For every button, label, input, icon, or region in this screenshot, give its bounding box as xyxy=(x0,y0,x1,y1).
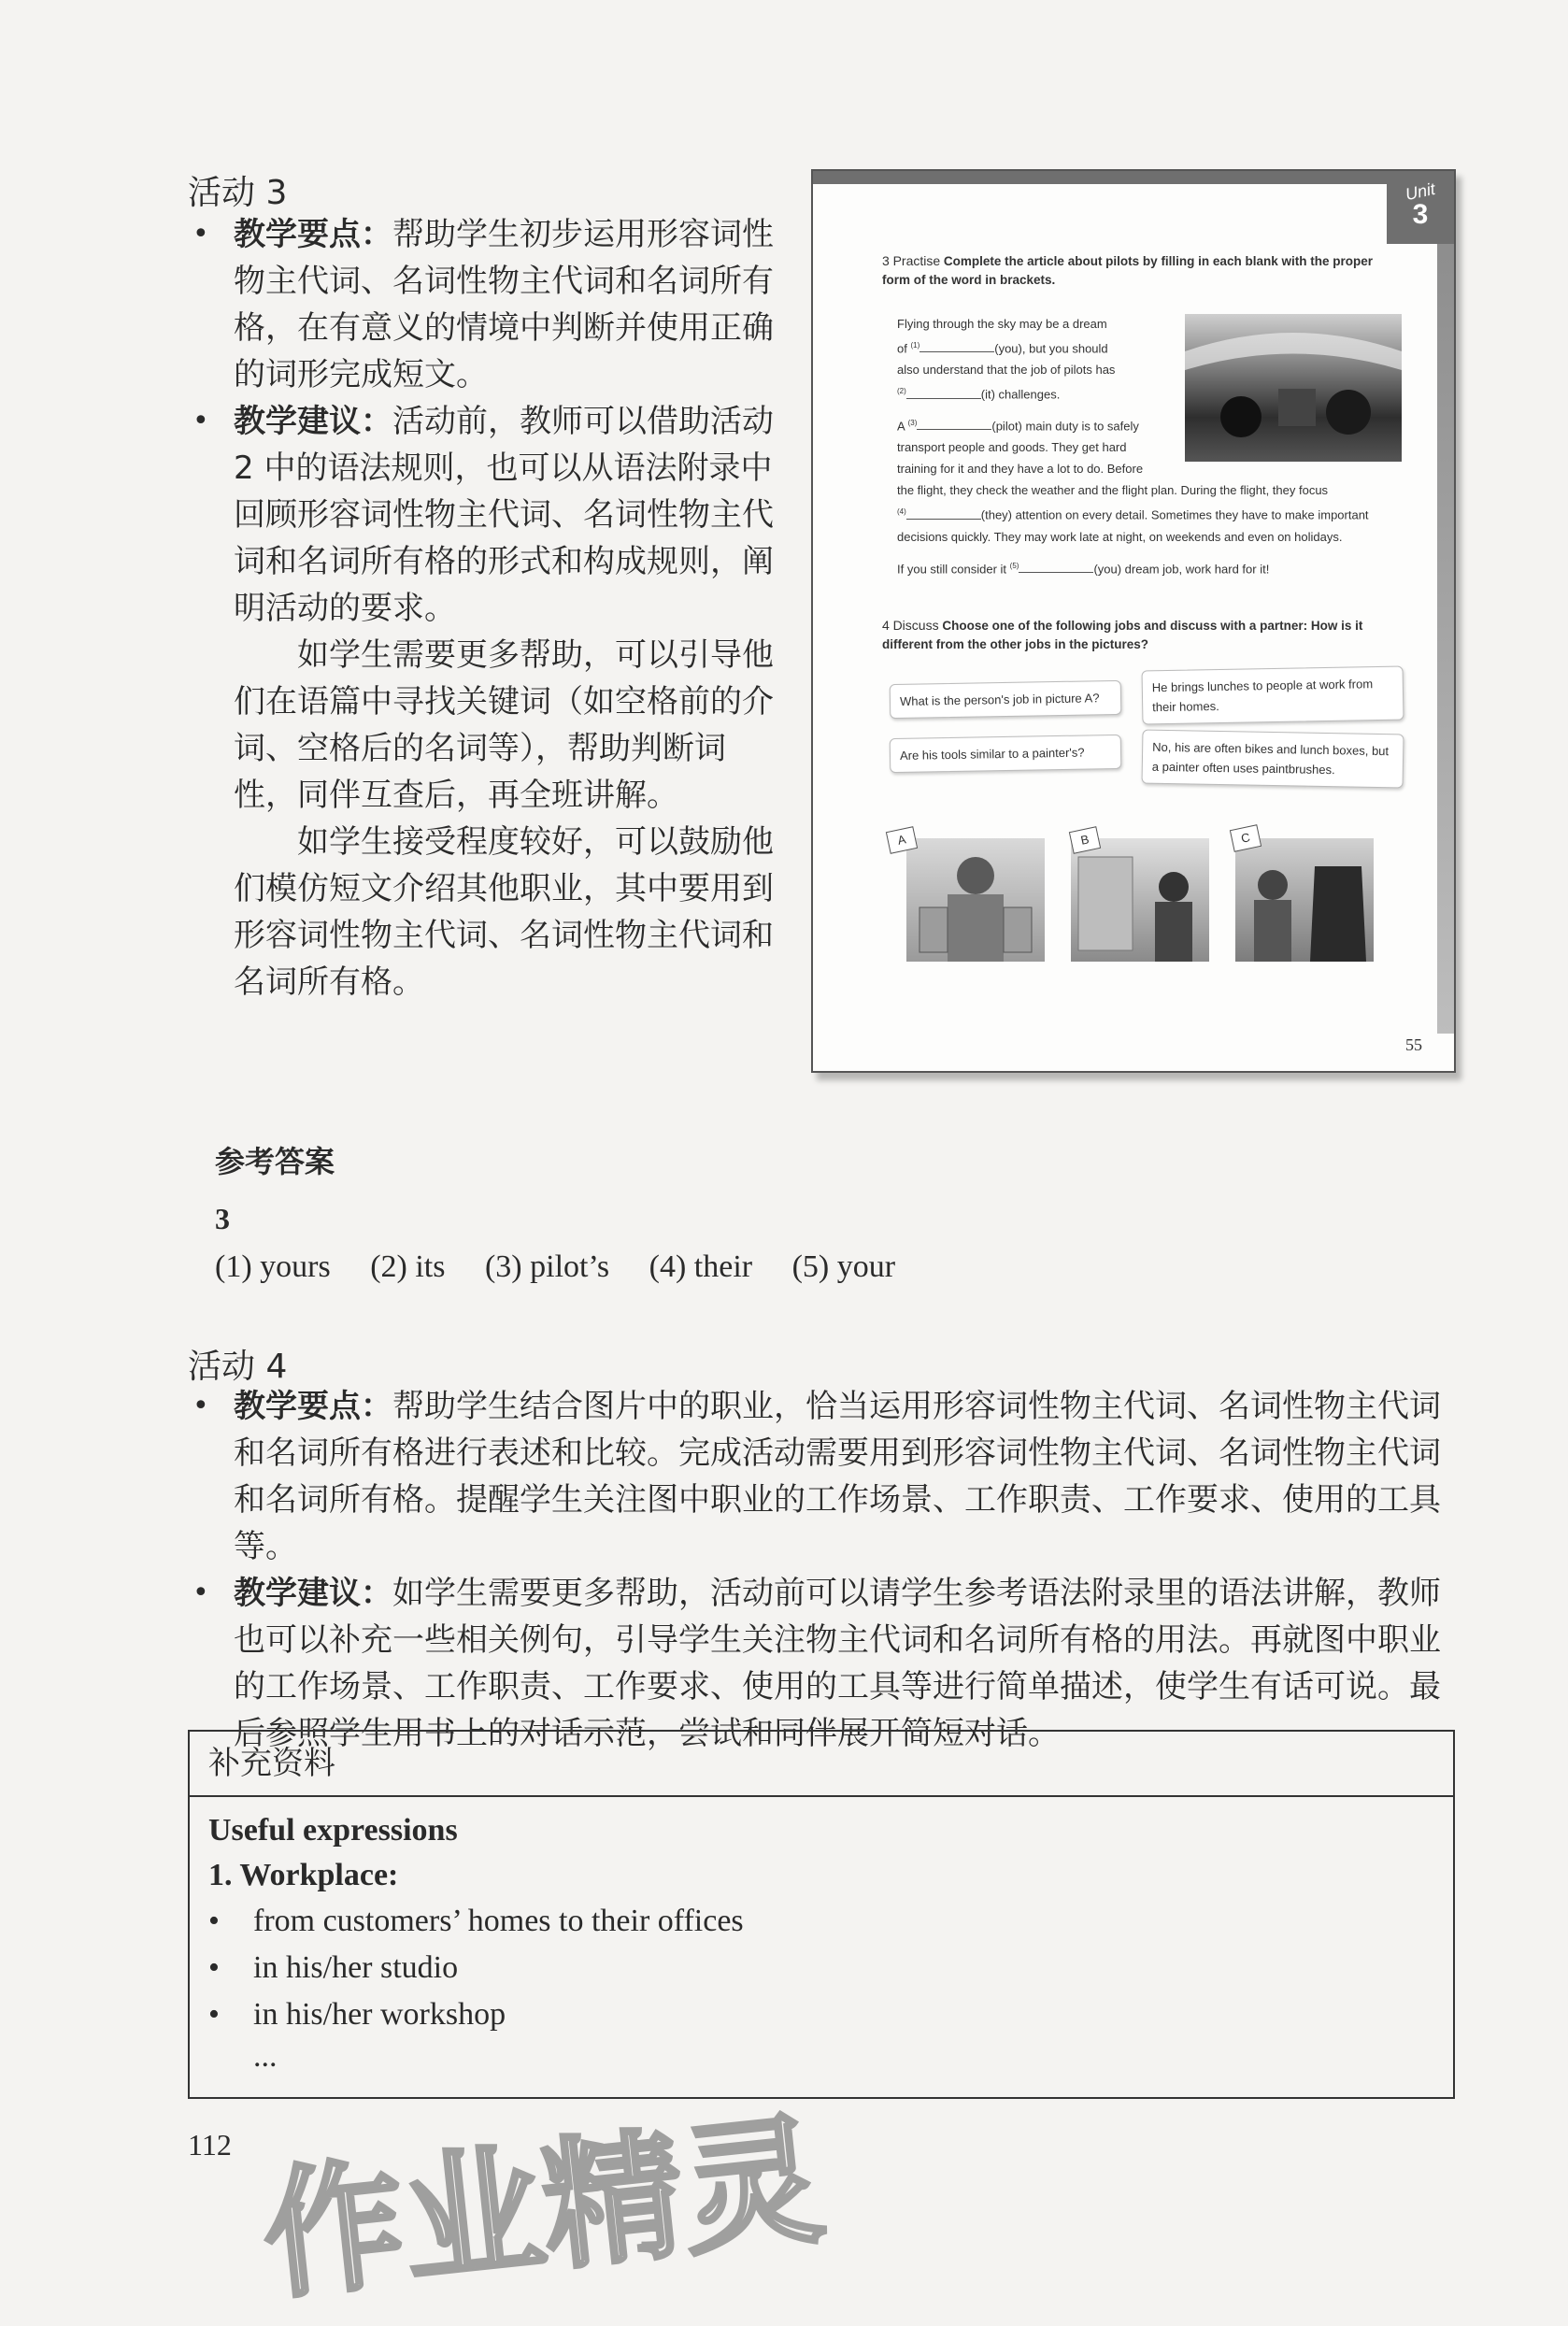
activity4-points xyxy=(192,1383,1458,1757)
supplement-body xyxy=(190,1797,1453,2087)
speech-bubble-2: He brings lunches to people at work from their homes. xyxy=(1142,666,1404,725)
photo-c-tailor xyxy=(1235,838,1374,962)
supplement-box xyxy=(188,1730,1455,2099)
suggest-paragraph-3: 如学生接受程度较好，可以鼓励他们模仿短文介绍其他职业，其中要用到形容词性物主代词、名词性物主代词和名词所有格。 xyxy=(234,823,774,1001)
suggest-label: 教学建议： xyxy=(234,1575,392,1612)
answer-item: (1) yours xyxy=(215,1249,331,1284)
watermark: 作业精灵 xyxy=(256,2099,831,2319)
suggest-label: 教学建议： xyxy=(234,403,392,440)
answer-item: (3) pilot’s xyxy=(484,1249,610,1284)
photo-b-label: B xyxy=(1069,826,1101,854)
points-text: 帮助学生初步运用形容词性物主代词、名词性物主代词和名词所有格，在有意义的情境中判断并使用正确的词形完成短文。 xyxy=(234,216,774,393)
discuss-instruction-text: Choose one of the following jobs and discuss with a partner: How is it different from the other jobs in the pictures? xyxy=(882,619,1363,651)
photo-a-label: A xyxy=(886,826,918,854)
article-para-2 xyxy=(897,412,1420,548)
supplement-section: 1. Workplace: xyxy=(208,1858,399,1892)
bullet: • xyxy=(192,1577,209,1609)
list-item: • in his/her studio xyxy=(208,1950,459,1985)
bullet: • xyxy=(192,218,209,250)
activity4-points-item xyxy=(192,1383,1458,1570)
activity4-suggest-item xyxy=(192,1570,1458,1757)
list-item: • in his/her workshop xyxy=(208,1997,506,2032)
answers-list xyxy=(215,1249,927,1285)
article-line: $^{(2)}$ (it) challenges. xyxy=(897,387,1061,402)
answers-number: 3 xyxy=(215,1202,230,1235)
supplement-title: Useful expressions xyxy=(208,1813,458,1848)
article-para-3: If you still consider it $^{(5)}$ (you) dream job, work hard for it! xyxy=(897,562,1270,577)
photo-b-illustration xyxy=(1071,838,1209,962)
answer-item: (5) your xyxy=(791,1249,896,1284)
article-para-1 xyxy=(897,313,1177,406)
list-item: • from customers’ homes to their offices xyxy=(208,1904,744,1938)
supplement-header: 补充资料 xyxy=(190,1732,1453,1797)
discuss-number: 4 xyxy=(882,618,890,633)
article-line: transport people and goods. They get hard xyxy=(897,440,1127,455)
article-line: $^{(4)}$ (they) attention on every detail. Sometimes they have to make important xyxy=(897,507,1369,522)
activity3-points xyxy=(192,211,776,1006)
discuss-instruction xyxy=(882,616,1405,654)
article-line: Flying through the sky may be a dream xyxy=(897,317,1107,331)
page-number: 112 xyxy=(188,2128,232,2162)
unit-label: Unit xyxy=(1404,178,1437,205)
speech-bubble-4: No, his are often bikes and lunch boxes, but a painter often uses paintbrushes. xyxy=(1142,730,1404,789)
suggest-paragraph-2: 如学生需要更多帮助，可以引导他们在语篇中寻找关键词（如空格前的介词、空格后的名词等），帮助判断词性，同伴互查后，再全班讲解。 xyxy=(234,636,774,814)
photo-a-illustration xyxy=(906,838,1045,962)
textbook-page-image xyxy=(811,169,1456,1073)
answer-item: (4) their xyxy=(649,1249,753,1284)
speech-bubble-3: Are his tools similar to a painter's? xyxy=(890,735,1122,773)
photo-a-delivery-man xyxy=(906,838,1045,962)
unit-tab xyxy=(1387,171,1454,244)
suggest-text: 如学生需要更多帮助，活动前可以请学生参考语法附录里的语法讲解，教师也可以补充一些相关例句，引导学生关注物主代词和名词所有格的用法。再就图中职业的工作场景、工作职责、工作要求、使用的工具等进行简单描述，使学生有话可说。最后参照学生用书上的对话示范，尝试和同伴展开简短对话。 xyxy=(234,1575,1441,1752)
article-line: decisions quickly. They may work late at night, on weekends and even on holidays. xyxy=(897,529,1343,544)
photo-b-painter xyxy=(1071,838,1209,962)
activity3-suggest-item xyxy=(192,398,776,632)
article-line: also understand that the job of pilots has xyxy=(897,363,1116,378)
discuss-word: Discuss xyxy=(892,618,939,633)
supplement-list xyxy=(208,1898,1434,2076)
article-line: of $^{(1)}$ (you), but you should xyxy=(897,341,1108,356)
points-label: 教学要点： xyxy=(234,216,392,253)
practise-instruction-text: Complete the article about pilots by filling in each blank with the proper form of the word in brackets. xyxy=(882,254,1373,287)
answers-title: 参考答案 xyxy=(215,1144,335,1179)
points-label: 教学要点： xyxy=(234,1388,392,1425)
list-item: ... xyxy=(253,2039,278,2074)
speech-bubble-1: What is the person's job in picture A? xyxy=(890,680,1122,719)
points-text: 帮助学生结合图片中的职业，恰当运用形容词性物主代词、名词性物主代词和名词所有格进行表述和比较。完成活动需要用到形容词性物主代词、名词性物主代词和名词所有格。提醒学生关注图中职业的工作场景、工作职责、工作要求、使用的工具等。 xyxy=(234,1388,1441,1565)
photo-c-label: C xyxy=(1230,824,1262,852)
book-page-number: 55 xyxy=(1405,1035,1422,1054)
answer-item: (2) its xyxy=(370,1249,446,1284)
article-line: the flight, they check the weather and the flight plan. During the flight, they focus xyxy=(897,483,1329,498)
practise-instruction xyxy=(882,251,1396,290)
article-line: training for it and they have a lot to do. Before xyxy=(897,462,1144,477)
photo-c-illustration xyxy=(1235,838,1374,962)
activity4-title: 活动 4 xyxy=(188,1348,288,1386)
activity3-points-item xyxy=(192,211,776,398)
page-side-band xyxy=(1437,184,1454,1034)
unit-number: 3 xyxy=(1412,199,1429,230)
activity3-title: 活动 3 xyxy=(188,174,288,212)
practise-word: Practise xyxy=(892,253,941,268)
bullet: • xyxy=(192,1390,209,1422)
suggest-text: 活动前，教师可以借助活动 2 中的语法规则，也可以从语法附录中回顾形容词性物主代词、名词性物主代词和名词所有格的形式和构成规则，阐明活动的要求。 xyxy=(234,403,774,627)
practise-number: 3 xyxy=(882,253,890,268)
bullet: • xyxy=(192,405,209,437)
page-top-band xyxy=(813,171,1454,184)
article-line: A $^{(3)}$ (pilot) main duty is to safely xyxy=(897,419,1139,434)
